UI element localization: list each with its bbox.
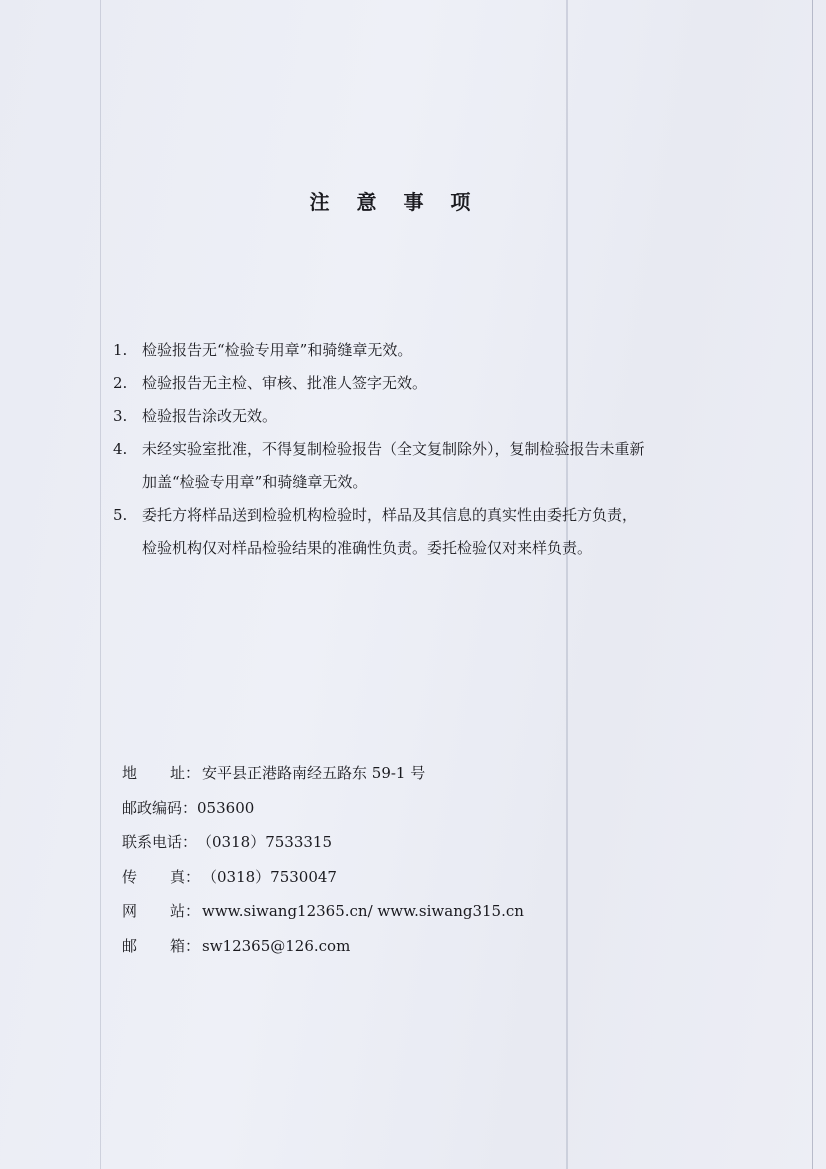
website-value: www.siwang12365.cn/ www.siwang315.cn bbox=[202, 902, 524, 920]
postcode-row bbox=[122, 791, 642, 826]
address-value: 安平县正港路南经五路东 59-1 号 bbox=[202, 764, 426, 782]
address-row bbox=[122, 756, 642, 791]
address-label: 地 址： bbox=[122, 764, 200, 782]
list-item bbox=[113, 400, 733, 433]
paper-fold-line bbox=[100, 0, 101, 1169]
list-item-number: 3. bbox=[113, 407, 128, 425]
list-item-text: 检验报告无主检、审核、批准人签字无效。 bbox=[142, 374, 428, 392]
fax-label: 传 真： bbox=[122, 867, 200, 886]
website-row bbox=[122, 894, 642, 929]
list-item-line: 加盖“检验专用章”和骑缝章无效。 bbox=[142, 473, 368, 491]
page-title: 注 意 事 项 bbox=[309, 190, 481, 214]
website-label: 网 站： bbox=[122, 902, 200, 920]
list-item-line: 未经实验室批准，不得复制检验报告（全文复制除外），复制检验报告未重新 bbox=[142, 440, 645, 458]
list-item bbox=[113, 334, 733, 367]
paper-edge-line bbox=[812, 0, 813, 1169]
phone-row bbox=[122, 825, 642, 860]
postcode-value: 053600 bbox=[197, 798, 255, 817]
list-item-text bbox=[142, 433, 733, 499]
list-item-line: 委托方将样品送到检验机构检验时，样品及其信息的真实性由委托方负责， bbox=[142, 506, 638, 524]
email-value: sw12365@126.com bbox=[202, 936, 351, 955]
email-label: 邮 箱： bbox=[122, 936, 200, 955]
list-item-line: 检验机构仅对样品检验结果的准确性负责。委托检验仅对来样负责。 bbox=[142, 539, 593, 557]
list-item-text bbox=[142, 499, 733, 565]
list-item-number: 1. bbox=[113, 341, 128, 359]
fax-value: （0318）7530047 bbox=[202, 867, 337, 886]
list-item-number: 4. bbox=[113, 440, 128, 458]
list-item bbox=[113, 367, 733, 400]
list-item bbox=[113, 433, 733, 499]
list-item bbox=[113, 499, 733, 565]
phone-value: （0318）7533315 bbox=[197, 833, 332, 851]
fax-row bbox=[122, 860, 642, 895]
list-item-text: 检验报告无“检验专用章”和骑缝章无效。 bbox=[142, 341, 413, 359]
notes-list bbox=[113, 334, 733, 565]
list-item-number: 5. bbox=[113, 506, 128, 524]
email-row bbox=[122, 929, 642, 964]
list-item-number: 2. bbox=[113, 374, 128, 392]
phone-label: 联系电话： bbox=[122, 833, 198, 851]
paper-fold-line bbox=[566, 0, 568, 1169]
list-item-text: 检验报告涂改无效。 bbox=[142, 407, 278, 425]
postcode-label: 邮政编码： bbox=[122, 798, 198, 817]
contact-info bbox=[122, 756, 642, 963]
